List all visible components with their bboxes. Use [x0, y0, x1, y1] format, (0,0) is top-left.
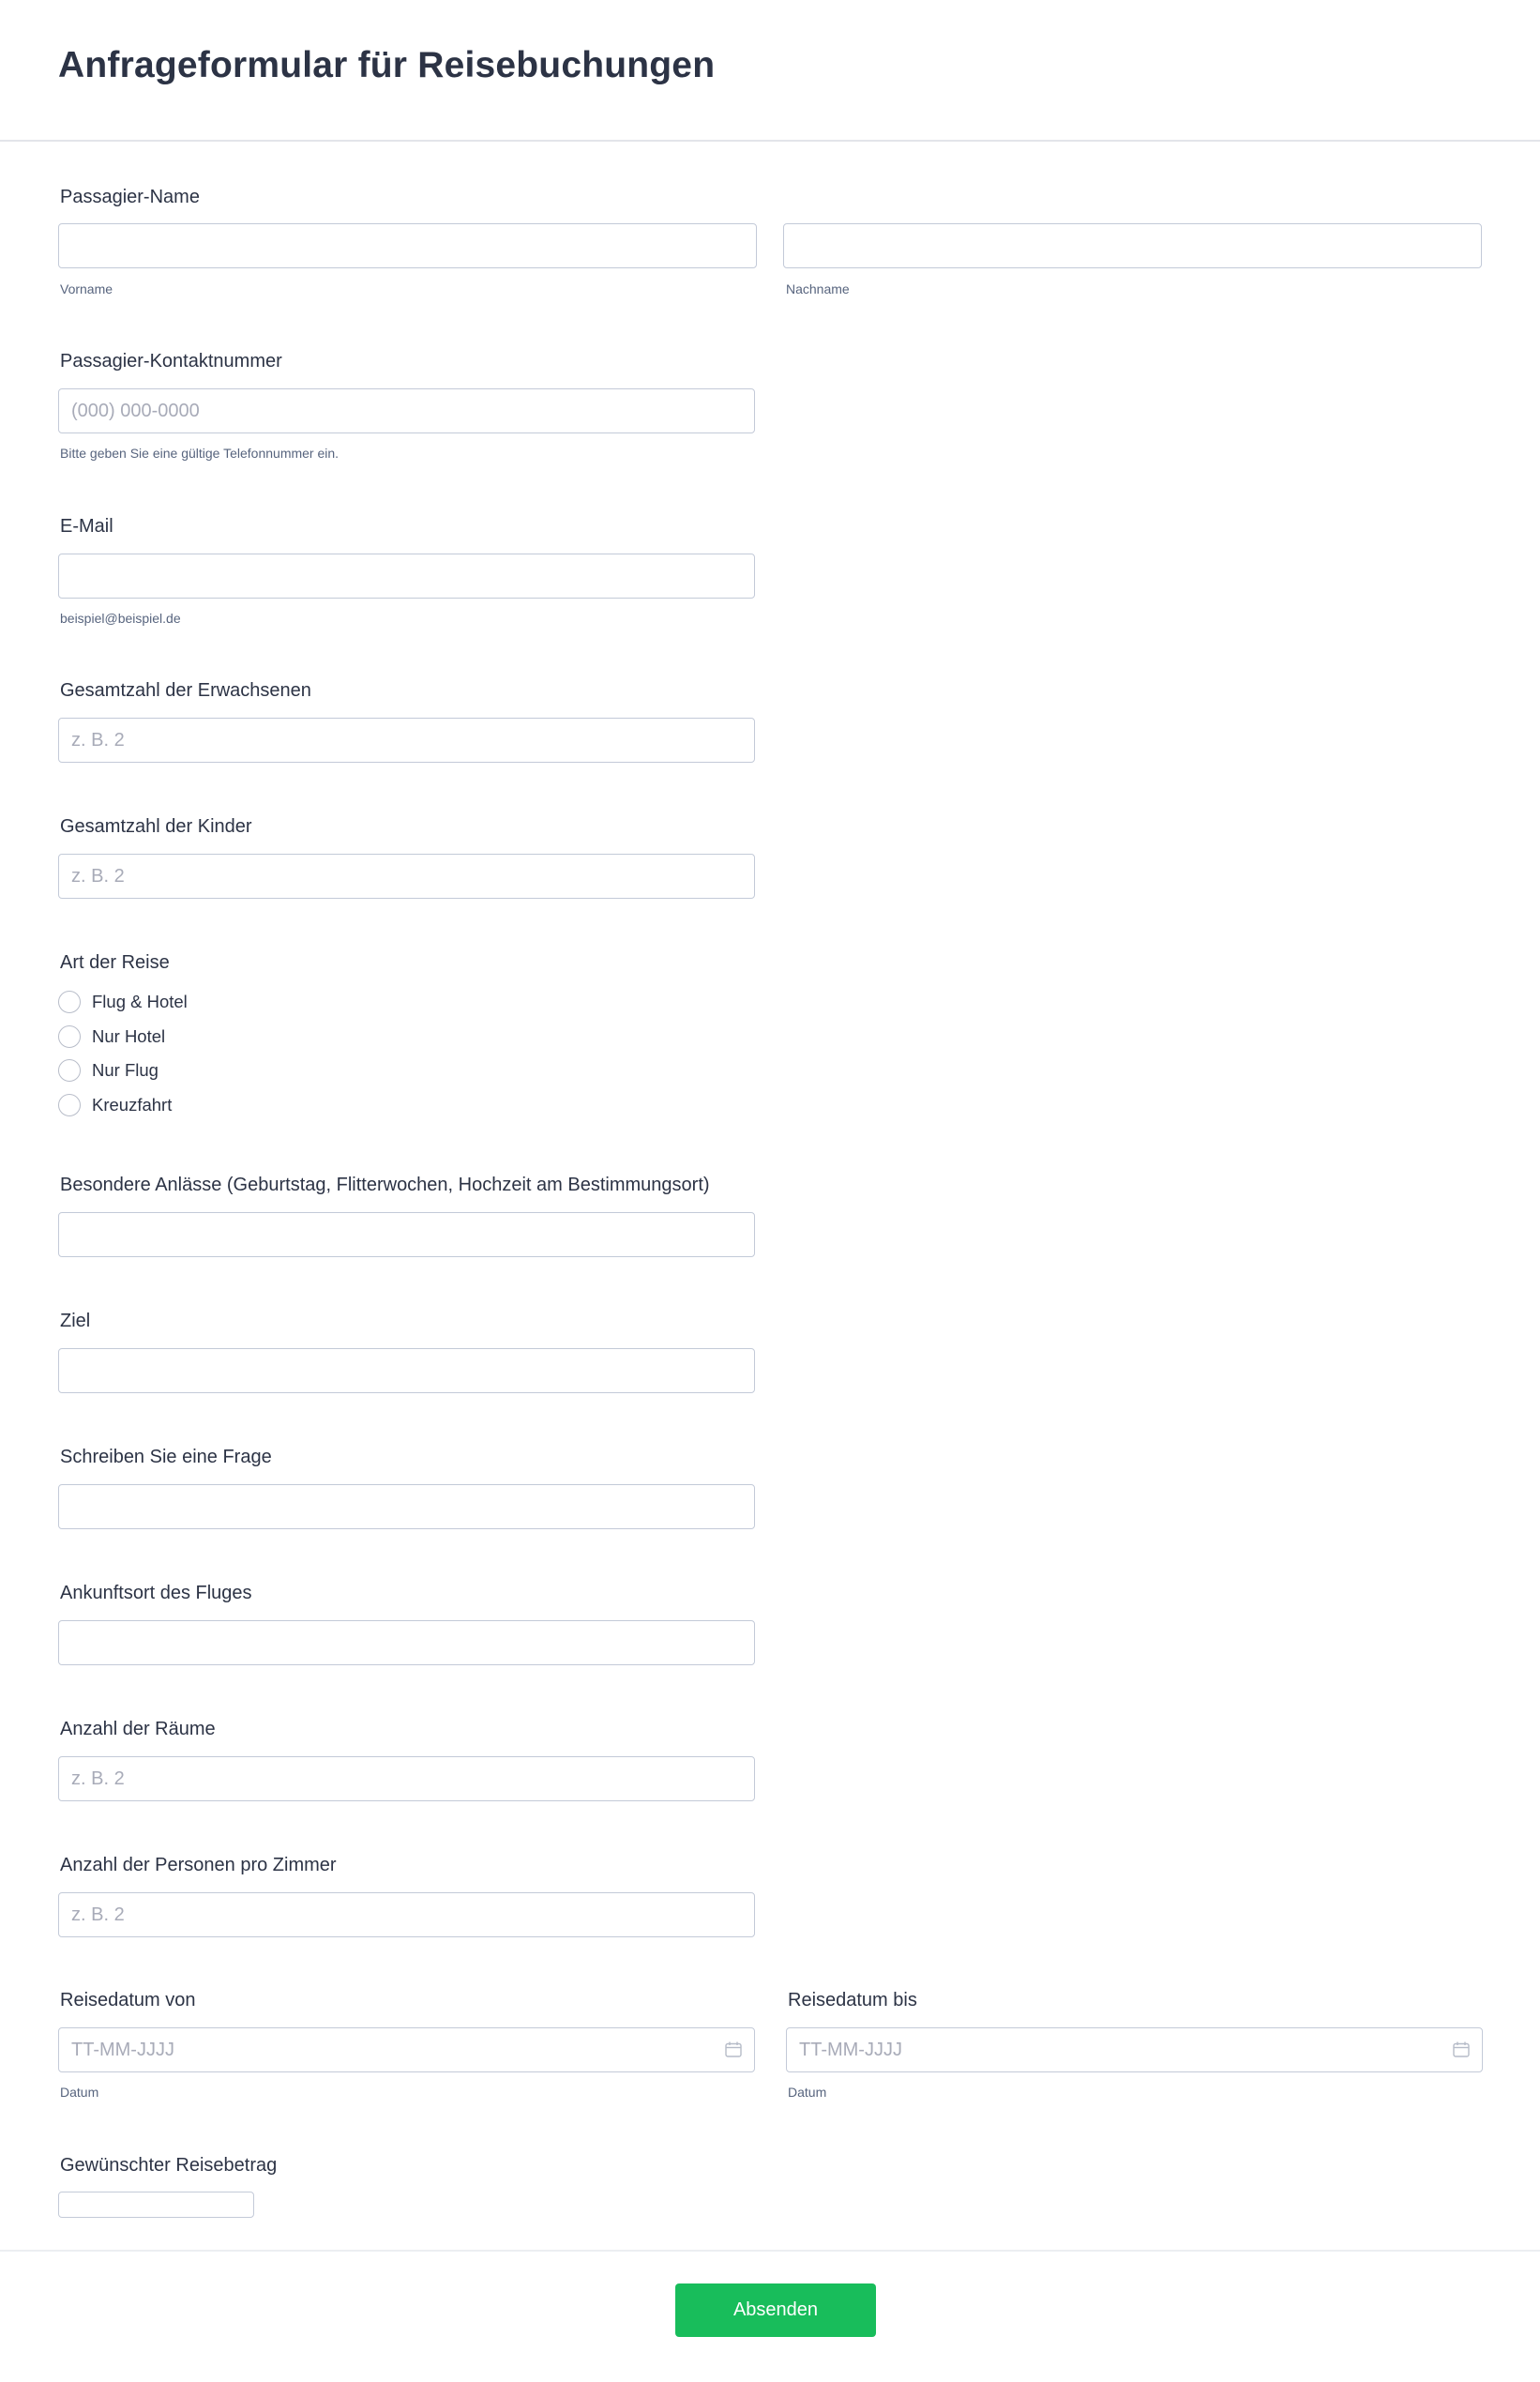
radio-circle[interactable]	[58, 991, 81, 1013]
budget-input[interactable]	[58, 2192, 254, 2218]
occasions-label: Besondere Anlässe (Geburtstag, Flitterwochen, Hochzeit am Bestimmungsort)	[60, 1175, 710, 1195]
budget-label: Gewünschter Reisebetrag	[60, 2155, 278, 2176]
children-label: Gesamtzahl der Kinder	[60, 816, 252, 837]
email-sublabel: beispiel@beispiel.de	[60, 611, 181, 626]
destination-input[interactable]	[58, 1348, 755, 1393]
question-label: Schreiben Sie eine Frage	[60, 1447, 272, 1467]
date-from-sublabel: Datum	[60, 2085, 99, 2100]
date-from-input[interactable]	[58, 2027, 755, 2072]
date-to-input[interactable]	[786, 2027, 1483, 2072]
page-title: Anfrageformular für Reisebuchungen	[58, 45, 716, 85]
children-input[interactable]	[58, 854, 755, 899]
trip-type-label: Art der Reise	[60, 952, 170, 973]
date-to-label: Reisedatum bis	[788, 1990, 917, 2010]
last-name-input[interactable]	[783, 223, 1482, 268]
arrival-label: Ankunftsort des Fluges	[60, 1583, 252, 1603]
rooms-label: Anzahl der Räume	[60, 1719, 216, 1739]
question-input[interactable]	[58, 1484, 755, 1529]
calendar-icon[interactable]	[1453, 2041, 1470, 2057]
radio-option-flight-only[interactable]	[58, 1058, 159, 1083]
submit-button[interactable]: Absenden	[675, 2283, 876, 2337]
occasions-input[interactable]	[58, 1212, 755, 1257]
persons-per-room-input[interactable]	[58, 1892, 755, 1937]
first-name-sublabel: Vorname	[60, 281, 113, 296]
radio-label: Nur Flug	[92, 1060, 159, 1080]
first-name-input[interactable]	[58, 223, 757, 268]
calendar-icon[interactable]	[725, 2041, 742, 2057]
date-from-label: Reisedatum von	[60, 1990, 196, 2010]
radio-option-cruise[interactable]	[58, 1093, 172, 1117]
radio-option-flight-hotel[interactable]	[58, 990, 188, 1014]
persons-per-room-label: Anzahl der Personen pro Zimmer	[60, 1855, 337, 1875]
radio-circle[interactable]	[58, 1094, 81, 1116]
radio-label: Nur Hotel	[92, 1026, 166, 1046]
phone-input[interactable]	[58, 388, 755, 433]
radio-option-hotel-only[interactable]	[58, 1024, 165, 1049]
radio-circle[interactable]	[58, 1025, 81, 1048]
phone-label: Passagier-Kontaktnummer	[60, 351, 282, 372]
phone-sublabel: Bitte geben Sie eine gültige Telefonnummer ein.	[60, 446, 340, 461]
adults-label: Gesamtzahl der Erwachsenen	[60, 680, 311, 701]
last-name-sublabel: Nachname	[786, 281, 850, 296]
passenger-name-label: Passagier-Name	[60, 187, 200, 207]
email-label: E-Mail	[60, 516, 113, 537]
rooms-input[interactable]	[58, 1756, 755, 1801]
form-header	[0, 0, 1540, 142]
footer-divider	[0, 2250, 1540, 2252]
radio-circle[interactable]	[58, 1059, 81, 1082]
radio-label: Flug & Hotel	[92, 992, 188, 1011]
date-to-sublabel: Datum	[788, 2085, 827, 2100]
email-input[interactable]	[58, 554, 755, 599]
radio-label: Kreuzfahrt	[92, 1095, 173, 1115]
adults-input[interactable]	[58, 718, 755, 763]
destination-label: Ziel	[60, 1311, 91, 1331]
arrival-input[interactable]	[58, 1620, 755, 1665]
